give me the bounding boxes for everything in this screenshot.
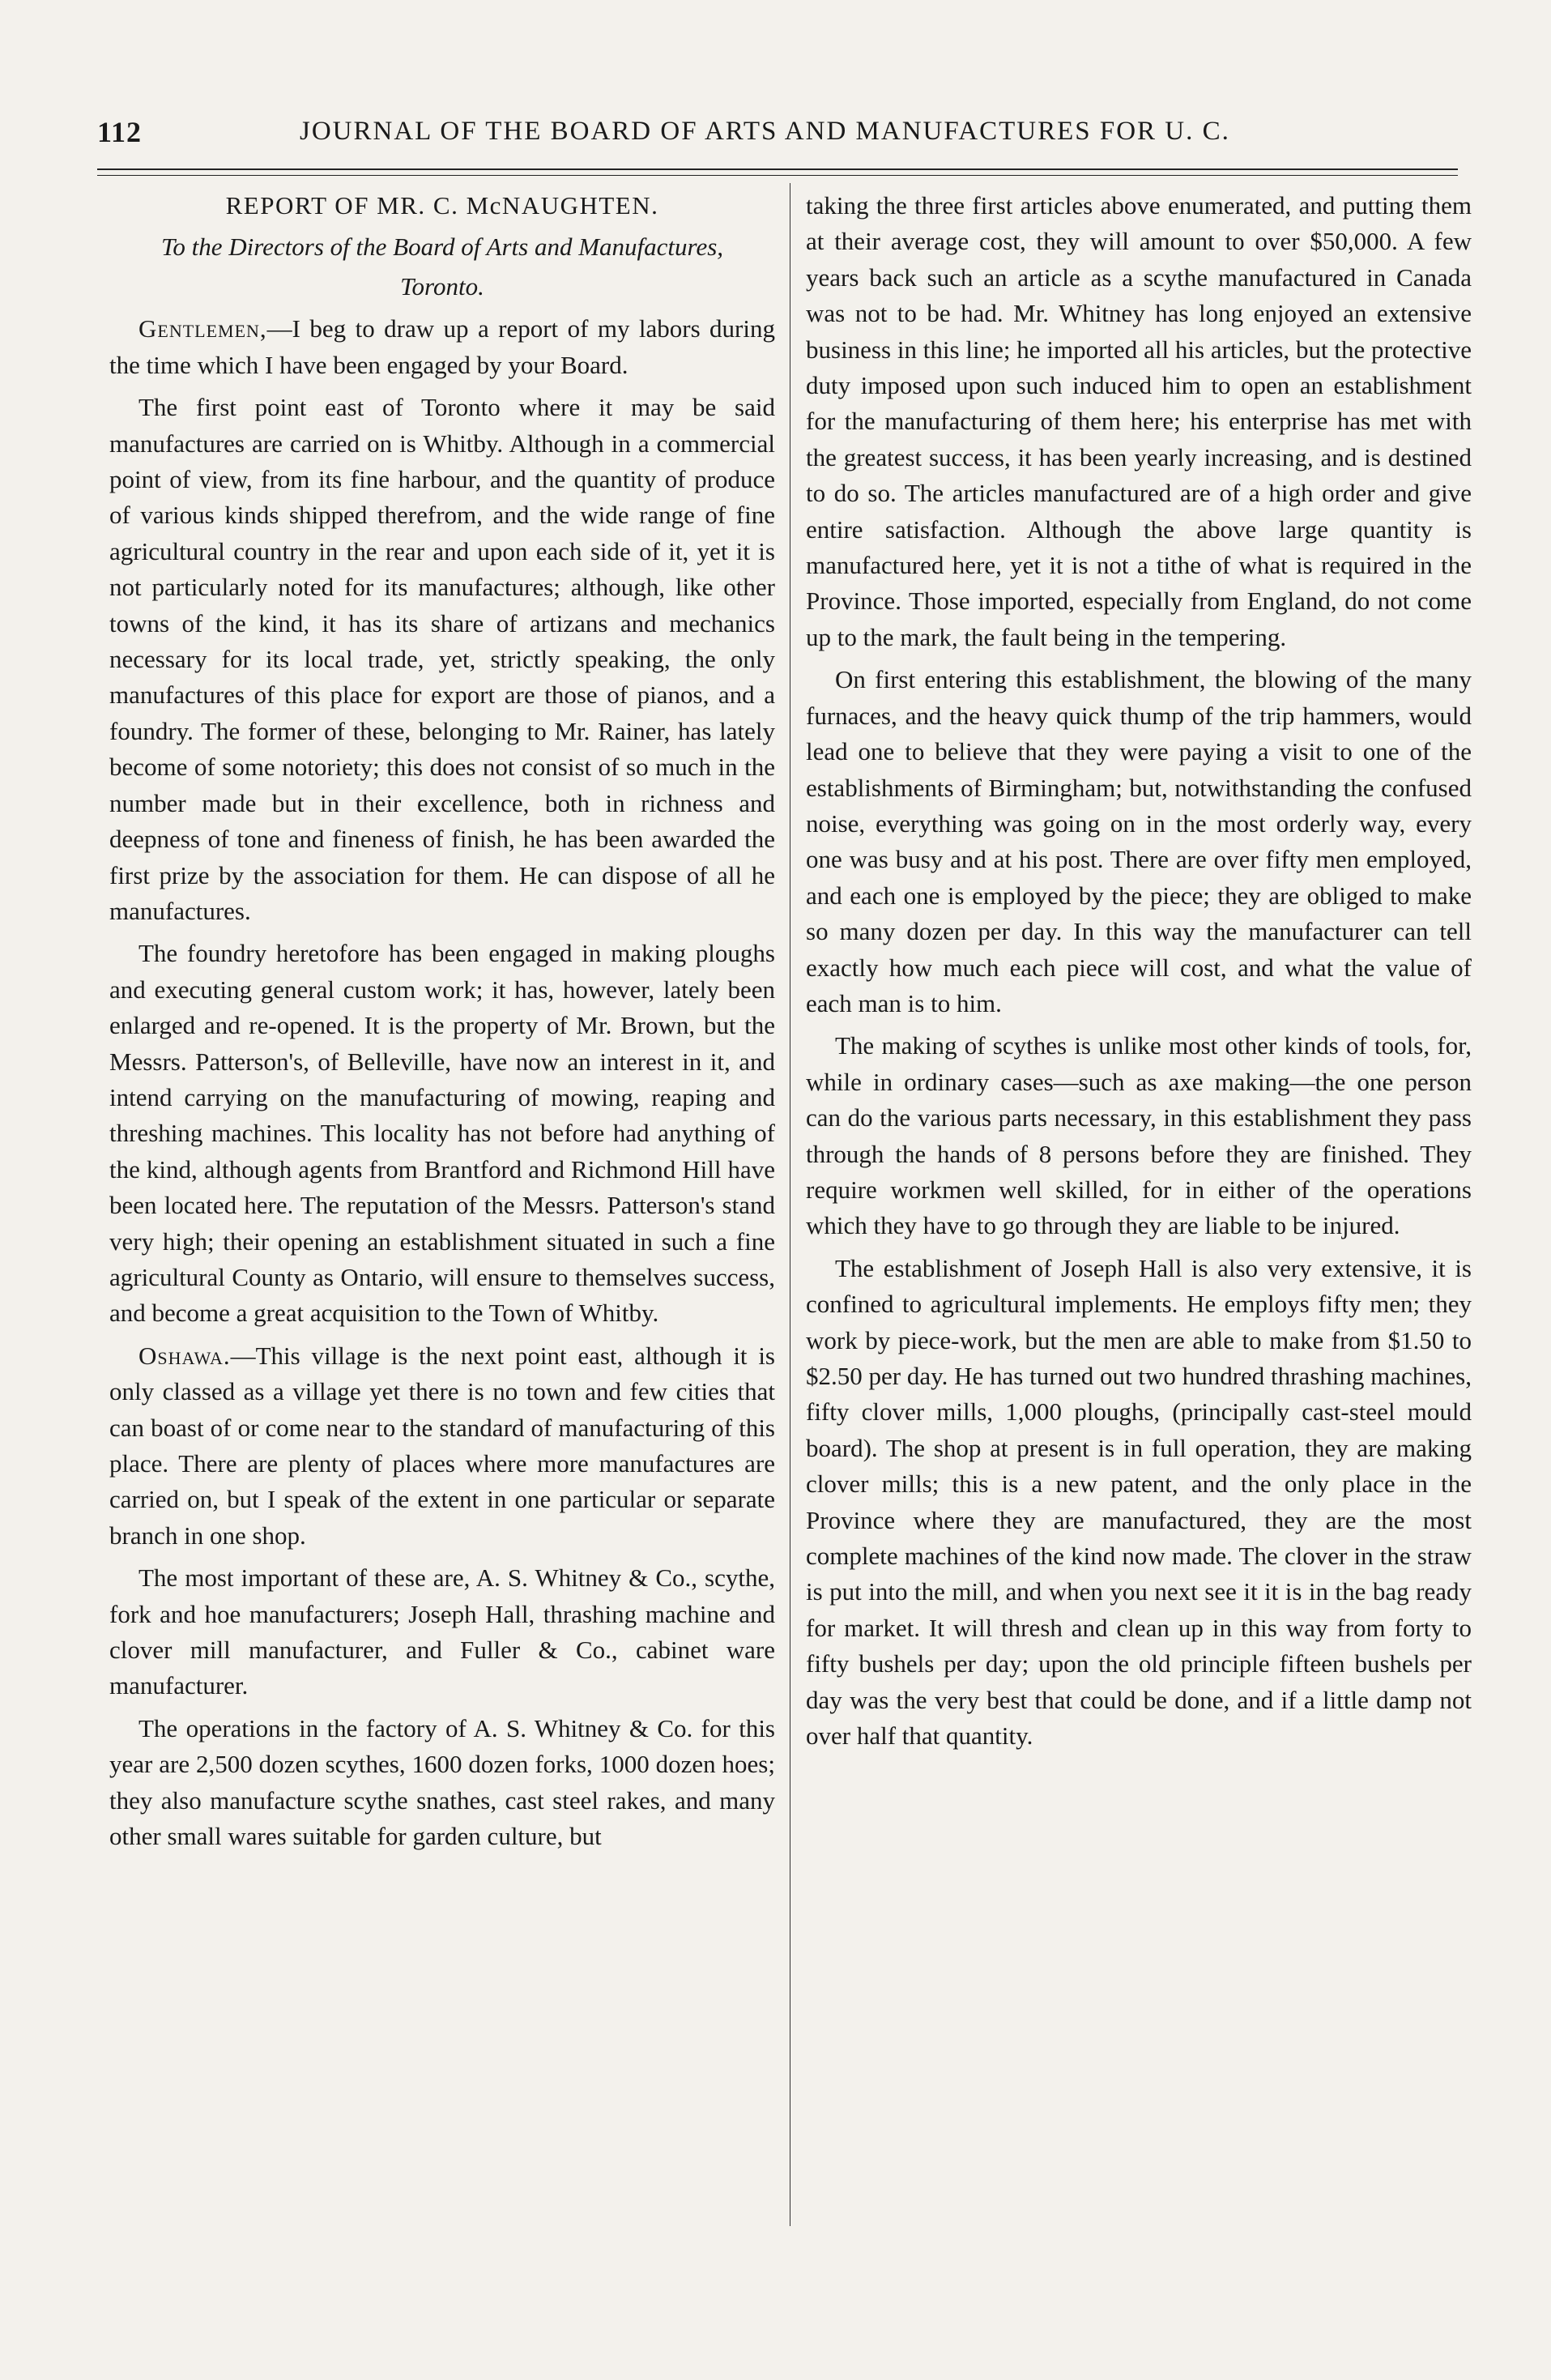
salutation-paragraph [109,311,775,383]
header-rule-top [97,168,1458,170]
page-number: 112 [97,116,143,148]
addressee-city: Toronto. [400,272,484,301]
intro-text: —I beg to draw up a report of my labors during the time which I have been engaged by your Board. [109,314,775,379]
oshawa-heading: Oshawa. [138,1341,231,1370]
paragraph-operations: The operations in the factory of A. S. Whitney & Co. for this year are 2,500 dozen scythes, 1600 dozen forks, 1000 dozen hoes; they also manufacture scythe snathes, cast steel rakes, and many other small wares suitable for garden culture, but [109,1713,775,1851]
addressee-line: To the Directors of the Board of Arts and Manufactures, [160,232,724,262]
paragraph-oshawa [109,1338,775,1554]
header-rule-bottom [97,175,1458,176]
paragraph-foundry: The foundry heretofore has been engaged in making ploughs and executing general custom work; it has, however, lately been enlarged and re-opened. It is the property of Mr. Brown, but the Messrs. Patterson's, of Belleville, have now an interest in it, and intend carrying on the manufacturing of mowing, reaping and threshing machines. This locality has not before had anything of the kind, although agents from Brantford and Richmond Hill have been located here. The reputation of the Messrs. Patterson's stand very high; their opening an establishment situated in such a fine agricultural County as Ontario, will ensure to themselves success, and become a great acquisition to the Town of Whitby. [109,939,775,1328]
right-column [806,188,1472,1760]
oshawa-text: —This village is the next point east, although it is only classed as a village yet there is no town and few cities that can boast of or come near to the standard of manufacturing of this place. There are plenty of places where more manufactures are carried on, but I speak of the extent in one particular or separate branch in one shop. [109,1341,775,1550]
paragraph-taking: taking the three first articles above enumerated, and putting them at their average cost, they will amount to over $50,000. A few years back such an article as a scythe manufactured in Canada was not to be had. Mr. Whitney has long enjoyed an extensive business in this line; he imported all his articles, but the protective duty imposed upon such induced him to open an establishment for the manufacturing of them here; his enterprise has met with the greatest success, it has been yearly increasing, and is destined to do so. The articles manufactured are of a high order and give entire satisfaction. Although the above large quantity is manufactured here, yet it is not a tithe of what is required in the Province. Those imported, especially from England, do not come up to the mark, the fault being in the tempering. [806,191,1472,651]
paragraph-whitby: The first point east of Toronto where it may be said manufactures are carried on is Whitby. Although in a commercial point of view, from its fine harbour, and the quantity of produce of various kinds shipped therefrom, and the wide range of fine agricultural country in the rear and upon each side of it, yet it is not particularly noted for its manufactures; although, like other towns of the kind, it has its share of artizans and mechanics necessary for its local trade, yet, strictly speaking, the only manufactures of this place for export are those of pianos, and a foundry. The former of these, belonging to Mr. Rainer, has lately become of some notoriety; this does not consist of so much in the number made but in their excellence, both in richness and deepness of tone and fineness of finish, he has been awarded the first prize by the association for them. He can dispose of all he manufactures. [109,393,775,925]
paragraph-important-firms: The most important of these are, A. S. Whitney & Co., scythe, fork and hoe manufacturers; Joseph Hall, thrashing machine and clover mill manufacturer, and Fuller & Co., cabinet ware manufacturer. [109,1563,775,1700]
salutation: Gentlemen, [138,314,267,343]
paragraph-joseph-hall: The establishment of Joseph Hall is also very extensive, it is confined to agricultural implements. He employs fifty men; they work by piece-work, but the men are able to make from $1.50 to $2.50 per day. He has turned out two hundred thrashing machines, fifty clover mills, 1,000 ploughs, (principally cast-steel mould board). The shop at present is in full operation, they are making clover mills; this is a new patent, and the only place in the Province where they are manufactured, they are the most complete machines of the kind now made. The clover in the straw is put into the mill, and when you next see it it is in the bag ready for market. It will thresh and clean up in this way from forty to fifty bushels per day; upon the old principle fifteen bushels per day was the very best that could be done, and if a little damp not over half that quantity. [806,1253,1472,1751]
report-title: REPORT OF MR. C. McNAUGHTEN. [225,191,659,220]
left-column [109,188,775,1861]
running-title: JOURNAL OF THE BOARD OF ARTS AND MANUFACTURES FOR U. C. [300,117,1230,146]
paragraph-first-entering: On first entering this establishment, the blowing of the many furnaces, and the heavy quick thump of the trip hammers, would lead one to believe that they were paying a visit to one of the establishments of Birmingham; but, notwithstanding the confused noise, everything was going on in the most orderly way, every one was busy and at his post. There are over fifty men employed, and each one is employed by the piece; they are obliged to make so many dozen per day. In this way the manufacturer can tell exactly how much each piece will cost, and what the value of each man is to him. [806,665,1472,1017]
page-header [97,115,1458,156]
paragraph-scythe-making: The making of scythes is unlike most other kinds of tools, for, while in ordinary cases—such as axe making—the one person can do the various parts necessary, in this establishment they pass through the hands of 8 persons before they are finished. They require workmen well skilled, for in either of the operations which they have to go through they are liable to be injured. [806,1031,1472,1240]
